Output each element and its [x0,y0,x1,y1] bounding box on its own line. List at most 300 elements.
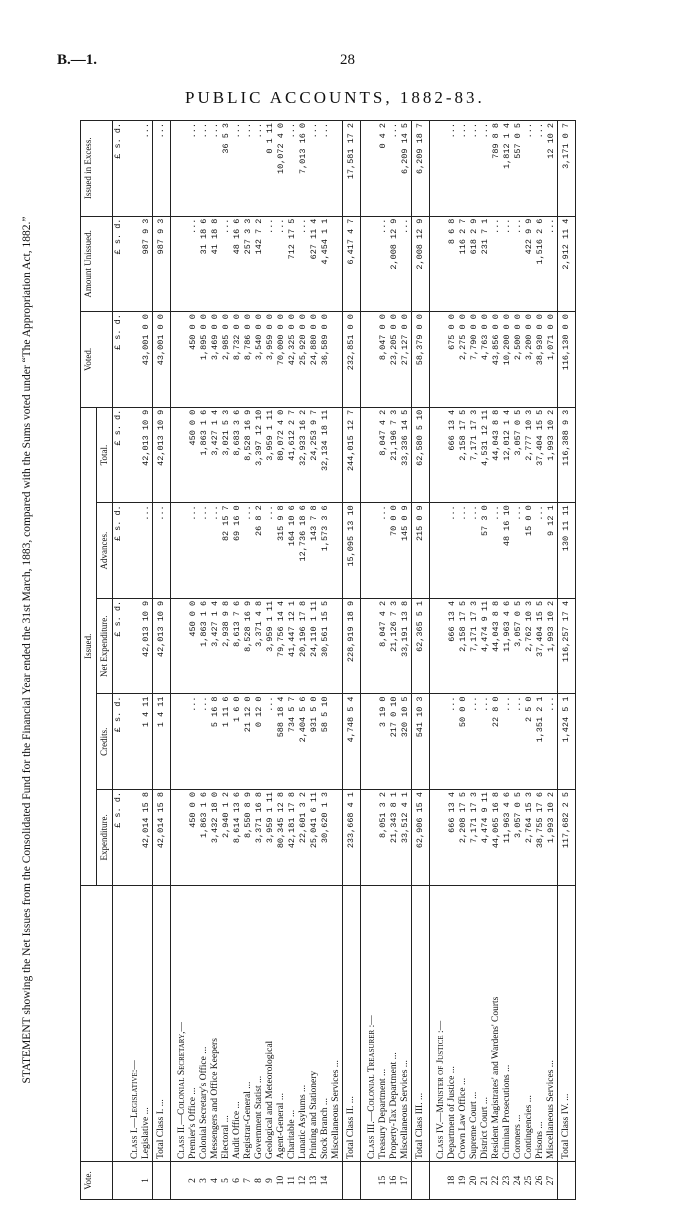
class-heading-row [171,121,189,1200]
table-row [254,121,265,1200]
amount-voted: 43,001 0 0 [141,312,153,408]
amount-unis: ... [378,216,389,312]
amount-tot: 80,072 4 0 [276,407,287,503]
amount-tot: 3,057 0 5 [513,407,524,503]
class-heading-row [124,121,141,1200]
total-tot: 62,580 5 10 [412,407,430,503]
amount-cred [331,694,343,790]
amount-exp: 38,755 17 6 [535,790,546,886]
item-name: Contingencies ... [524,885,535,1161]
amount-unis: 8 6 8 [447,216,458,312]
amount-exc: ... [309,121,320,217]
amount-net [331,598,343,694]
vote-number: 23 [502,1162,513,1200]
amount-voted: 1,895 0 0 [199,312,210,408]
unit-label: £ s. d. [113,216,125,312]
table-row [210,121,221,1200]
item-name: Stock Branch ... [320,885,331,1161]
total-voted: 232,851 0 0 [343,312,361,408]
col-issued: Issued. [81,407,97,885]
unit-label: £ s. d. [113,503,125,599]
amount-cell [430,121,448,217]
amount-cell [361,598,379,694]
amount-exp: 25,041 6 11 [309,790,320,886]
amount-tot: 33,336 14 5 [400,407,412,503]
amount-unis: ... [513,216,524,312]
amount-net: 21,126 7 3 [389,598,400,694]
amount-exc: 1,812 1 4 [502,121,513,217]
amount-cred: ... [502,694,513,790]
class-heading-row [430,121,448,1200]
amount-unis: 422 9 9 [524,216,535,312]
table-row [480,121,491,1200]
amount-exp: 3,432 18 0 [210,790,221,886]
total-label: Total Class I. ... [153,885,171,1161]
amount-voted: 450 0 0 [188,312,199,408]
item-name: Agent-General ... [276,885,287,1161]
amount-adv: 48 16 10 [502,503,513,599]
amount-net: 3,371 4 8 [254,598,265,694]
total-adv: 215 0 9 [412,503,430,599]
amount-unis: 41 18 8 [210,216,221,312]
table-row [378,121,389,1200]
amount-adv: ... [243,503,254,599]
amount-adv: 26 8 2 [254,503,265,599]
vote-number: 16 [389,1162,400,1200]
amount-unis: 31 18 6 [199,216,210,312]
amount-cred: 3 19 0 [378,694,389,790]
amount-voted: 43,856 0 0 [491,312,502,408]
item-name: Miscellaneous Services ... [546,885,558,1161]
amount-voted: 3,540 0 0 [254,312,265,408]
vote-number: 26 [535,1162,546,1200]
total-cred: 4,748 5 4 [343,694,361,790]
total-label: Total Class IV. ... [558,885,576,1161]
table-row [491,121,502,1200]
amount-tot: 3,021 5 3 [221,407,232,503]
amount-cell [361,407,379,503]
vote-number: 13 [309,1162,320,1200]
table-row [232,121,243,1200]
page-number: 28 [340,52,355,68]
amount-cell [124,694,141,790]
amount-exc: ... [254,121,265,217]
amount-cred: ... [546,694,558,790]
amount-cell [430,312,448,408]
amount-exp: 8,051 3 2 [378,790,389,886]
amount-exp: 42,014 15 8 [141,790,153,886]
amount-voted: 36,589 0 0 [320,312,331,408]
vote-number: 5 [221,1162,232,1200]
amount-adv [331,503,343,599]
item-name: Audit Office ... [232,885,243,1161]
class-total-row [412,121,430,1200]
table-row [389,121,400,1200]
amount-adv: 145 0 9 [400,503,412,599]
col-net: Net Expenditure. [97,598,113,694]
class-total-row [153,121,171,1200]
amount-cred: 931 5 0 [309,694,320,790]
amount-adv: ... [491,503,502,599]
table-row [320,121,331,1200]
amount-net: 8,528 16 9 [243,598,254,694]
amount-cred: ... [199,694,210,790]
item-name: Miscellaneous Services ... [331,885,343,1161]
vote-cell [412,1162,430,1200]
amount-adv: ... [265,503,276,599]
amount-cred: 50 0 0 [458,694,469,790]
amount-cell [361,790,379,886]
amount-tot: 8,683 3 6 [232,407,243,503]
item-name: Prisons ... [535,885,546,1161]
item-name: Charitable ... [287,885,298,1161]
item-name: Legislative ... [141,885,153,1161]
amount-tot: 32,134 18 11 [320,407,331,503]
amount-exp [331,790,343,886]
amount-tot: 42,013 10 9 [141,407,153,503]
amount-adv: ... [188,503,199,599]
statement-heading: STATEMENT showing the Net Issues from the Consolidated Fund for the Financial Year ended the 31st March, 1883, compared with the Sums voted under “The Appropriation Act, 1882.” [21,216,33,1084]
item-name: Property-Tax Department ... [389,885,400,1161]
total-tot: 42,013 10 9 [153,407,171,503]
amount-tot: 21,196 7 3 [389,407,400,503]
amount-exp: 1,863 1 6 [199,790,210,886]
total-cred: 1 4 11 [153,694,171,790]
amount-exp: 3,057 0 5 [513,790,524,886]
total-adv: 15,095 13 10 [343,503,361,599]
vote-number: 6 [232,1162,243,1200]
amount-exp: 42,181 17 8 [287,790,298,886]
vote-number: 21 [480,1162,491,1200]
vote-number: 7 [243,1162,254,1200]
amount-voted: 7,790 0 0 [469,312,480,408]
amount-cell [430,407,448,503]
amount-cred: 734 5 7 [287,694,298,790]
item-name: Messengers and Office Keepers [210,885,221,1161]
amount-exc: ... [480,121,491,217]
amount-adv: 143 7 8 [309,503,320,599]
amount-exc: ... [389,121,400,217]
amount-voted: 4,763 0 0 [480,312,491,408]
total-tot: 244,015 12 7 [343,407,361,503]
amount-net: 1,993 10 2 [546,598,558,694]
amount-cred: 588 18 4 [276,694,287,790]
amount-exp: 11,963 4 6 [502,790,513,886]
amount-tot: 12,012 1 4 [502,407,513,503]
item-name: Geological and Meteorological [265,885,276,1161]
vote-cell [124,1162,141,1200]
col-excess: Issued in Excess. [81,121,113,217]
table-row [535,121,546,1200]
amount-cred: 0 12 0 [254,694,265,790]
item-name: Electoral ... [221,885,232,1161]
vote-number: 15 [378,1162,389,1200]
amount-cell [361,694,379,790]
total-net: 42,013 10 9 [153,598,171,694]
amount-exc: 12 10 2 [546,121,558,217]
total-exc: 3,171 0 7 [558,121,576,217]
amount-cell [124,598,141,694]
vote-cell [430,1162,448,1200]
table-row [513,121,524,1200]
document-code: B.—1. [57,52,98,68]
table-row [298,121,309,1200]
total-cred: 541 10 3 [412,694,430,790]
amount-cell [124,121,141,217]
total-exp: 233,668 4 1 [343,790,361,886]
amount-voted: 38,930 0 0 [535,312,546,408]
amount-net: 11,963 4 6 [502,598,513,694]
item-name: Crown Law Office ... [458,885,469,1161]
vote-number: 3 [199,1162,210,1200]
page-title: PUBLIC ACCOUNTS, 1882-83. [185,88,485,107]
amount-net: 42,013 10 9 [141,598,153,694]
amount-voted: 3,200 0 0 [524,312,535,408]
unit-label: £ s. d. [113,312,125,408]
total-net: 228,919 18 9 [343,598,361,694]
amount-exp: 44,065 16 8 [491,790,502,886]
amount-tot: 32,933 16 2 [298,407,309,503]
amount-net: 3,959 1 11 [265,598,276,694]
amount-cell [430,503,448,599]
amount-exc: ... [320,121,331,217]
amount-adv: ... [210,503,221,599]
total-net: 62,365 5 1 [412,598,430,694]
amount-cell [124,790,141,886]
item-name: Supreme Court ... [469,885,480,1161]
table-row [400,121,412,1200]
amount-net: 44,043 8 8 [491,598,502,694]
amount-tot: 8,528 16 9 [243,407,254,503]
total-exp: 117,682 2 5 [558,790,576,886]
amount-exp: 8,614 13 6 [232,790,243,886]
amount-net: 3,057 0 5 [513,598,524,694]
amount-net: 8,047 4 2 [378,598,389,694]
vote-cell [171,1162,189,1200]
vote-number: 4 [210,1162,221,1200]
table-row [309,121,320,1200]
unit-label: £ s. d. [113,121,125,217]
total-exc: 17,581 17 2 [343,121,361,217]
amount-adv: 69 16 0 [232,503,243,599]
amount-cell [171,790,189,886]
vote-number: 12 [298,1162,309,1200]
amount-net: 41,447 12 1 [287,598,298,694]
amount-voted: 3,959 0 0 [265,312,276,408]
amount-cred: 217 0 10 [389,694,400,790]
table-row [287,121,298,1200]
total-unis: 2,008 12 9 [412,216,430,312]
amount-tot: 7,171 17 3 [469,407,480,503]
amount-net: 30,561 15 5 [320,598,331,694]
amount-cell [361,503,379,599]
amount-tot: 3,427 1 4 [210,407,221,503]
amount-exp: 2,208 17 5 [458,790,469,886]
vote-number: 11 [287,1162,298,1200]
col-advances: Advances. [97,503,113,599]
class-title: Class IV.—Minister of Justice :— [430,885,448,1161]
amount-exp: 666 13 4 [447,790,458,886]
vote-number: 14 [320,1162,331,1200]
col-voted: Voted. [81,312,113,408]
total-tot: 116,388 9 3 [558,407,576,503]
amount-exp: 80,345 12 8 [276,790,287,886]
total-unis: 6,417 4 7 [343,216,361,312]
amount-tot: 2,158 17 5 [458,407,469,503]
vote-number: 9 [265,1162,276,1200]
col-unissued: Amount Unissued. [81,216,113,312]
class-title: Class III.—Colonial Treasurer :— [361,885,379,1161]
vote-number: 27 [546,1162,558,1200]
amount-net: 2,158 17 5 [458,598,469,694]
amount-exc: 10,072 4 0 [276,121,287,217]
amount-exp: 3,371 16 8 [254,790,265,886]
total-unis: 987 9 3 [153,216,171,312]
table-row [447,121,458,1200]
amount-voted: 675 0 0 [447,312,458,408]
amount-adv: ... [447,503,458,599]
amount-net: 24,110 1 11 [309,598,320,694]
amount-voted: 2,985 0 0 [221,312,232,408]
amount-exp: 2,940 1 2 [221,790,232,886]
amount-voted [331,312,343,408]
amount-unis: ... [298,216,309,312]
amount-adv: ... [199,503,210,599]
amount-net: 2,938 9 8 [221,598,232,694]
amount-unis: ... [265,216,276,312]
amount-unis: 116 2 7 [458,216,469,312]
amount-exc: ... [210,121,221,217]
item-name: Printing and Stationery [309,885,320,1161]
vote-number: 20 [469,1162,480,1200]
amount-adv: 1,573 3 6 [320,503,331,599]
amount-cred: 1 4 11 [141,694,153,790]
amount-exp: 30,620 1 3 [320,790,331,886]
amount-exc: ... [199,121,210,217]
total-adv: 130 11 11 [558,503,576,599]
amount-exp: 8,550 8 9 [243,790,254,886]
amount-exc [331,121,343,217]
amount-cell [361,121,379,217]
amount-tot: 37,404 15 5 [535,407,546,503]
item-name: Miscellaneous Services ... [400,885,412,1161]
amount-cell [361,312,379,408]
table-row [469,121,480,1200]
table-row [546,121,558,1200]
amount-exp: 1,993 10 2 [546,790,558,886]
amount-voted: 25,920 0 0 [298,312,309,408]
item-name: Coroners ... [513,885,524,1161]
total-label: Total Class III. ... [412,885,430,1161]
amount-voted: 8,047 0 0 [378,312,389,408]
amount-cred: 320 10 5 [400,694,412,790]
amount-exc: ... [287,121,298,217]
amount-exc: ... [232,121,243,217]
vote-cell [558,1162,576,1200]
amount-cred: 22 8 0 [491,694,502,790]
table-row [265,121,276,1200]
amount-cell [124,216,141,312]
amount-cell [171,121,189,217]
amount-exc: 7,013 16 0 [298,121,309,217]
amount-tot: 450 0 0 [188,407,199,503]
amount-unis: ... [546,216,558,312]
item-name: District Court ... [480,885,491,1161]
amount-adv: ... [378,503,389,599]
amount-exc: ... [535,121,546,217]
amount-adv: ... [513,503,524,599]
amount-net: 7,171 17 3 [469,598,480,694]
amount-tot: 3,397 12 10 [254,407,265,503]
table-row [221,121,232,1200]
amount-net: 666 13 4 [447,598,458,694]
item-name: Registrar-General ... [243,885,254,1161]
table-body [124,121,576,1200]
amount-voted: 1,071 0 0 [546,312,558,408]
amount-voted: 3,469 0 0 [210,312,221,408]
item-name: Department of Justice ... [447,885,458,1161]
amount-unis: 257 3 3 [243,216,254,312]
table-row [524,121,535,1200]
amount-cred: 58 5 10 [320,694,331,790]
amount-cell [430,216,448,312]
amount-cred: ... [188,694,199,790]
amount-cell [430,790,448,886]
table-row [141,121,153,1200]
vote-cell [153,1162,171,1200]
amount-exc: 36 5 3 [221,121,232,217]
amount-net: 79,756 14 4 [276,598,287,694]
total-label: Total Class II. ... [343,885,361,1161]
item-name: Government Statist ... [254,885,265,1161]
amount-adv: 9 12 1 [546,503,558,599]
class-total-row [343,121,361,1200]
amount-net: 4,474 9 11 [480,598,491,694]
col-description [81,885,113,1161]
col-vote: Vote. [81,1162,113,1200]
amount-cred: ... [447,694,458,790]
item-name: Criminal Prosecutions ... [502,885,513,1161]
amount-tot [331,407,343,503]
amount-tot: 44,043 8 8 [491,407,502,503]
amount-exc: 557 0 5 [513,121,524,217]
item-name: Colonial Secretary's Office ... [199,885,210,1161]
amount-cell [171,598,189,694]
amount-unis: 4,454 1 1 [320,216,331,312]
vote-cell [361,1162,379,1200]
amount-unis: ... [188,216,199,312]
vote-number: 8 [254,1162,265,1200]
total-exp: 62,906 15 4 [412,790,430,886]
table-row [331,121,343,1200]
item-name: Lunatic Asylums ... [298,885,309,1161]
item-name: Treasury Department ... [378,885,389,1161]
amount-exp: 33,512 4 1 [400,790,412,886]
amount-cred: 1 11 6 [221,694,232,790]
amount-adv: 315 9 8 [276,503,287,599]
amount-cell [171,694,189,790]
amount-cell [124,407,141,503]
amount-cred: ... [513,694,524,790]
amount-cred: 1,351 2 1 [535,694,546,790]
amount-exc: ... [188,121,199,217]
amount-unis: 712 17 5 [287,216,298,312]
unit-label: £ s. d. [113,407,125,503]
col-credits: Credits. [97,694,113,790]
amount-cell [430,694,448,790]
amount-tot: 8,047 4 2 [378,407,389,503]
amount-cred: 2 5 0 [524,694,535,790]
